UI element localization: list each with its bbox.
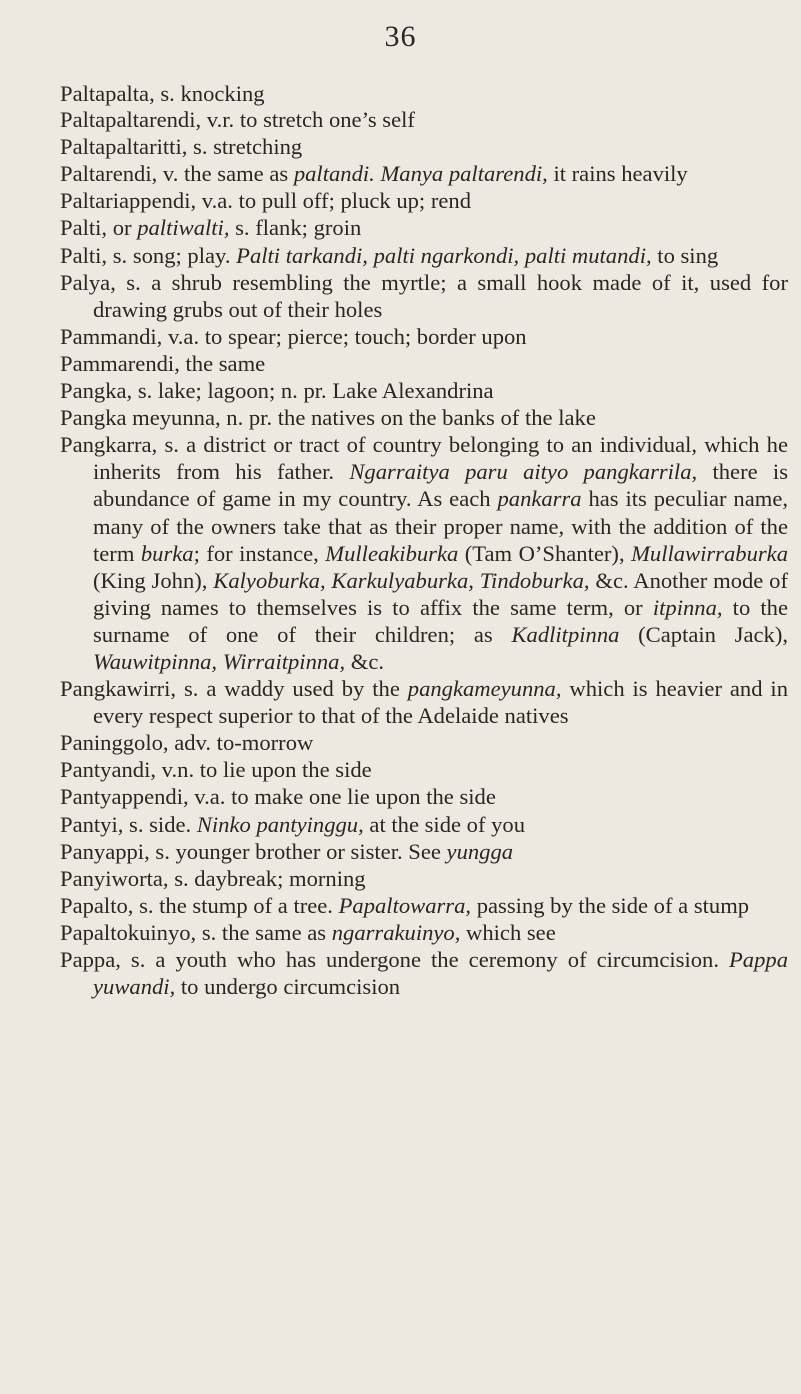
entry	[60, 80, 788, 107]
example-phrase: Ngarraitya paru aityo pangkarrila,	[349, 459, 698, 485]
headword: Pantyi,	[60, 811, 124, 837]
entry	[60, 919, 788, 946]
example-phrase: Pappa yuwandi,	[93, 947, 788, 1000]
entry	[60, 106, 788, 133]
headword: Pangkarra,	[60, 432, 158, 458]
headword: Paninggolo,	[60, 730, 169, 756]
definition: v.a. to make one lie upon the side	[188, 784, 496, 810]
definition: (Tam O’Shanter),	[458, 540, 632, 566]
entry	[60, 404, 788, 431]
definition: ; for instance,	[193, 540, 326, 566]
headword: Palti,	[60, 215, 108, 241]
definition: s. a waddy used by the	[176, 676, 408, 702]
headword: Pangka meyunna,	[60, 405, 221, 431]
definition: s. daybreak; morning	[168, 865, 366, 891]
example-word: Kadlitpinna	[511, 621, 620, 647]
variant-form: paltiwalti,	[137, 215, 230, 241]
definition: &c.	[345, 648, 385, 674]
entry	[60, 431, 788, 675]
page-number: 36	[384, 20, 417, 53]
example-word: Wauwitpinna, Wirraitpinna,	[93, 648, 346, 674]
entry	[60, 783, 788, 810]
headword: Pammarendi,	[60, 350, 180, 376]
definition: s. the same as	[196, 919, 332, 945]
entry	[60, 187, 788, 214]
definition: passing by the side of a stump	[471, 892, 750, 918]
example-phrase: Manya paltarendi,	[380, 161, 548, 187]
definition: &c. Another mode of giving names to themselves is to affix the same term, or	[93, 567, 789, 620]
example-word: Papaltowarra,	[338, 892, 472, 918]
entry	[60, 323, 788, 350]
definition: v.n. to lie upon the side	[156, 757, 372, 783]
definition: there is abundance of game in my country. As each	[93, 459, 788, 512]
headword: Papalto,	[60, 892, 134, 918]
definition: v.a. to spear; pierce; touch; border upon	[162, 323, 527, 349]
definition: s. stretching	[187, 134, 303, 160]
example-phrase: Palti tarkandi, palti ngarkondi, palti mutandi,	[236, 242, 652, 268]
headword: Pantyandi,	[60, 757, 157, 783]
example-word: itpinna,	[652, 594, 723, 620]
headword: Panyappi,	[60, 838, 150, 864]
headword: Pantyappendi,	[60, 784, 189, 810]
definition: to undergo circumcision	[175, 974, 401, 1000]
definition: s. the stump of a tree.	[133, 892, 339, 918]
cross-reference: paltandi.	[293, 161, 375, 187]
headword: Paltarendi,	[60, 161, 158, 187]
entry	[60, 350, 788, 377]
example-word: Kalyoburka, Karkulyaburka, Tindoburka,	[213, 567, 590, 593]
definition: s. side.	[123, 811, 197, 837]
definition: has its peculiar name, many of the owners take that as their proper name, with the addition of the term	[93, 486, 788, 566]
headword: Paltapaltarendi,	[60, 107, 202, 133]
example-word: pankarra	[497, 486, 582, 512]
definition: s. younger brother or sister. See	[149, 838, 447, 864]
entry	[60, 865, 788, 892]
entry	[60, 946, 788, 1000]
cross-reference: ngarrakuinyo,	[331, 919, 461, 945]
definition: at the side of you	[363, 811, 526, 837]
entry	[60, 377, 788, 404]
headword: Paltapaltaritti,	[60, 134, 188, 160]
headword: Palti,	[60, 242, 108, 268]
cross-reference: yungga	[446, 838, 514, 864]
entry	[60, 892, 788, 919]
definition: s. a district or tract of country belonging to an individual, which he inherits from his father.	[93, 432, 788, 485]
definition: s. lake; lagoon; n. pr. Lake Alexandrina	[132, 378, 494, 404]
definition: the same	[179, 350, 266, 376]
entry	[60, 675, 788, 729]
definition: it rains heavily	[547, 161, 688, 187]
example-word: pangkameyunna,	[407, 676, 562, 702]
example-word: burka	[140, 540, 194, 566]
entry	[60, 729, 788, 756]
definition: s. a shrub resembling the myrtle; a small hook made of it, used for drawing grubs out of their holes	[93, 269, 788, 322]
definition: which see	[460, 919, 556, 945]
entry	[60, 214, 788, 241]
example-word: Mullawirraburka	[631, 540, 788, 566]
definition: v. the same as	[157, 161, 294, 187]
headword: Pangka,	[60, 378, 133, 404]
entry	[60, 811, 788, 838]
definition: s. knocking	[154, 81, 265, 106]
example-phrase: Ninko pantyinggu,	[196, 811, 364, 837]
definition: to the surname of one of their children; as	[93, 594, 788, 647]
example-word: Mulleakiburka	[325, 540, 459, 566]
headword: Papaltokuinyo,	[60, 919, 197, 945]
definition: v.a. to pull off; pluck up; rend	[196, 188, 471, 214]
definition: to sing	[651, 242, 719, 268]
definition: s. flank; groin	[229, 215, 362, 241]
definition: or	[107, 215, 138, 241]
headword: Pammandi,	[60, 323, 163, 349]
headword: Panyiworta,	[60, 865, 169, 891]
entry-list	[60, 80, 788, 1000]
definition: s. song; play.	[107, 242, 237, 268]
headword: Paltariappendi,	[60, 188, 197, 214]
headword: Pappa,	[60, 947, 121, 972]
definition: n. pr. the natives on the banks of the lake	[220, 405, 596, 431]
entry	[60, 133, 788, 160]
headword: Pangkawirri,	[60, 676, 177, 702]
entry	[60, 756, 788, 783]
definition: which is heavier and in every respect superior to that of the Adelaide natives	[93, 676, 788, 729]
definition: (King John),	[93, 567, 214, 593]
headword: Palya,	[60, 269, 116, 295]
entry	[60, 160, 788, 187]
definition: (Captain Jack),	[619, 621, 788, 647]
definition: s. a youth who has undergone the ceremony of circumcision.	[120, 947, 729, 972]
entry	[60, 838, 788, 865]
entry	[60, 242, 788, 269]
definition: v.r. to stretch one’s self	[201, 107, 415, 133]
entry	[60, 269, 788, 323]
headword: Paltapalta,	[60, 81, 155, 106]
definition: adv. to-morrow	[168, 730, 314, 756]
